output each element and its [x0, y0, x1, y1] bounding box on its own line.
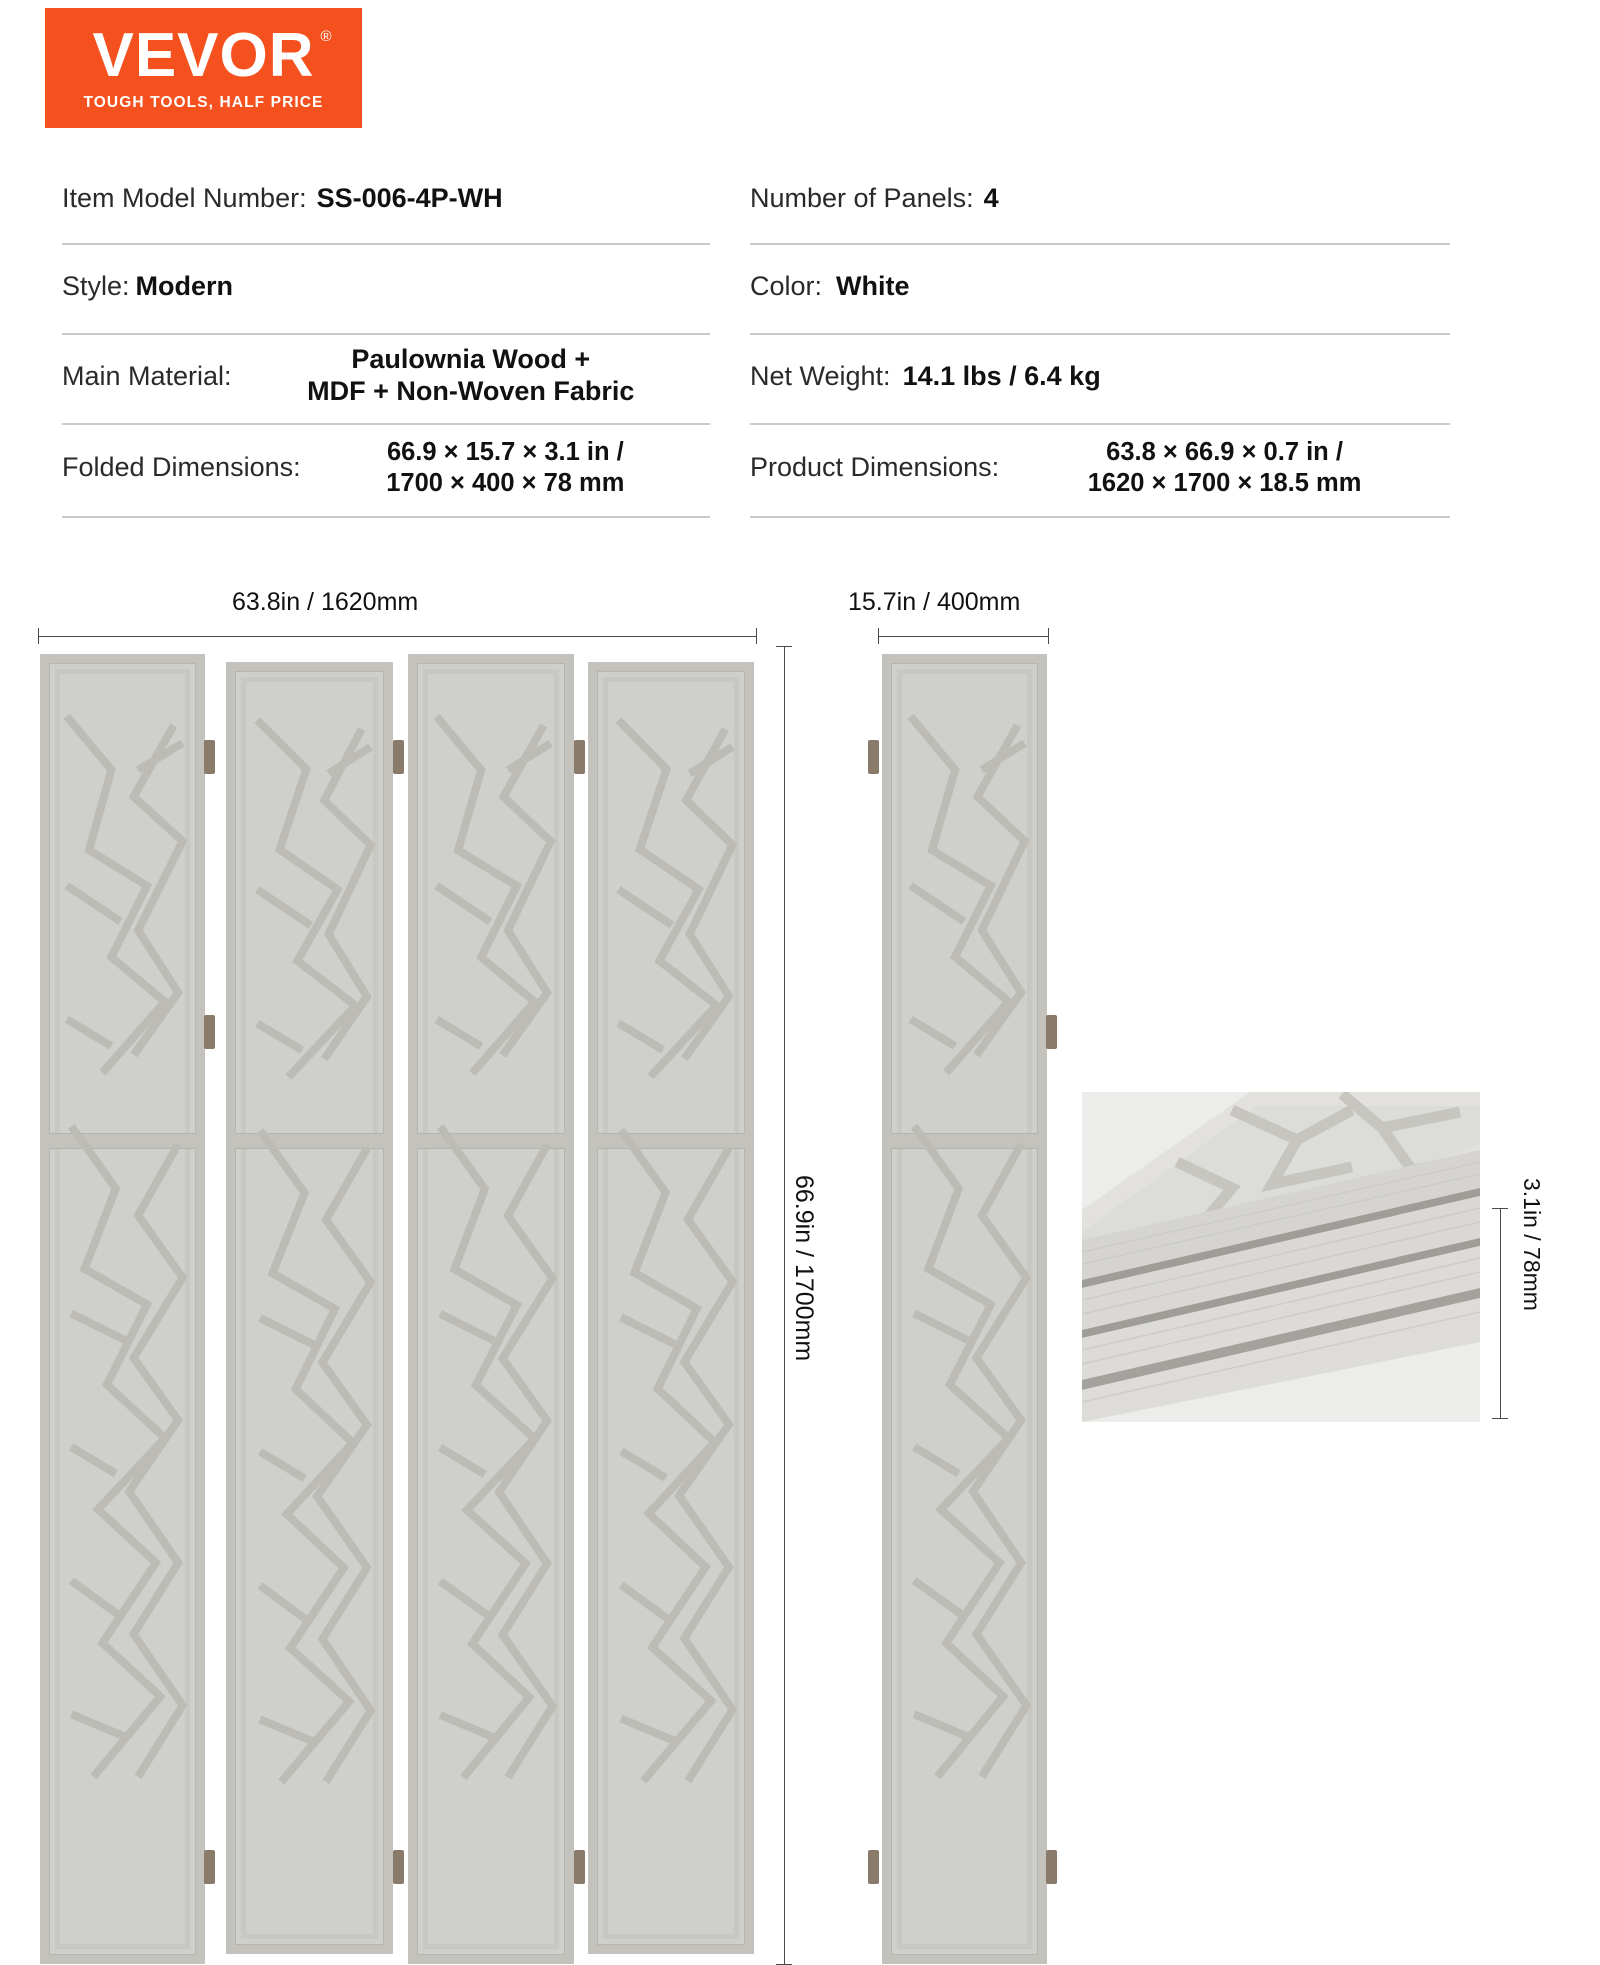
spec-value: 14.1 lbs / 6.4 kg [902, 360, 1101, 391]
spec-row-net-weight [750, 335, 1450, 425]
spec-row-product-dimensions [750, 425, 1450, 518]
spec-value-line2: 1620 × 1700 × 18.5 mm [1087, 468, 1362, 497]
thickness-tick-top [1492, 1208, 1508, 1209]
spec-label: Number of Panels: [750, 183, 974, 213]
spec-value: SS-006-4P-WH [316, 183, 503, 213]
panel-width-dimension-line [878, 636, 1048, 637]
panel-hinge [393, 1850, 404, 1884]
spec-value: White [836, 270, 910, 301]
spec-row-folded-dimensions [62, 425, 710, 518]
spec-row-item-model-number [62, 160, 710, 245]
spec-row-number-of-panels [750, 160, 1450, 245]
spec-table-left [62, 160, 710, 518]
spec-value [301, 437, 710, 497]
spec-row-style [62, 245, 710, 335]
lattice-pattern-icon [49, 663, 196, 1830]
spec-table-right [750, 160, 1450, 518]
screen-panel-2 [226, 662, 393, 1954]
height-dimension-line [784, 646, 785, 1964]
spec-label: Net Weight: [750, 360, 891, 391]
thickness-dimension-label: 3.1in / 78mm [1519, 1178, 1545, 1311]
spec-value-line1: Paulownia Wood + [351, 344, 591, 375]
lattice-pattern-icon [235, 671, 384, 1824]
panel-hinge [868, 1850, 879, 1884]
panel-width-dimension-label: 15.7in / 400mm [848, 588, 1021, 616]
folded-stack-detail-view [1082, 1092, 1480, 1422]
screen-panel-3 [408, 654, 574, 1964]
spec-value: Modern [135, 270, 234, 301]
panel-hinge [1046, 1850, 1057, 1884]
spec-row-main-material [62, 335, 710, 425]
panel-hinge [393, 740, 404, 774]
brand-tagline: TOUGH TOOLS, HALF PRICE [83, 93, 324, 111]
spec-label: Color: [750, 270, 823, 301]
registered-trademark-icon: ® [320, 27, 333, 45]
lattice-pattern-icon [891, 663, 1038, 1830]
spec-label: Style: [62, 270, 130, 301]
panel-hinge [574, 1850, 585, 1884]
spec-value-line1: 66.9 × 15.7 × 3.1 in / [386, 438, 624, 467]
side-view-panel [882, 654, 1047, 1964]
height-dimension-label: 66.9in / 1700mm [790, 1175, 818, 1362]
thickness-tick-bottom [1492, 1418, 1508, 1419]
lattice-pattern-icon [597, 671, 745, 1823]
panel-width-tick-right [1048, 628, 1049, 644]
height-dimension-tick-top [776, 646, 792, 647]
panel-hinge [204, 1850, 215, 1884]
width-dimension-line [38, 636, 756, 637]
spec-label: Item Model Number: [62, 183, 307, 213]
lattice-pattern-icon [417, 663, 565, 1831]
thickness-dimension-line [1500, 1208, 1501, 1418]
panel-hinge [204, 740, 215, 774]
folded-stack-illustration [1082, 1092, 1480, 1422]
spec-value-line1: 63.8 × 66.9 × 0.7 in / [1106, 438, 1343, 467]
screen-panel-1 [40, 654, 205, 1964]
spec-value-line2: 1700 × 400 × 78 mm [386, 468, 625, 497]
width-dimension-tick-right [756, 628, 757, 644]
screen-panel-4 [588, 662, 754, 1954]
panel-hinge [204, 1015, 215, 1049]
brand-name [92, 20, 333, 90]
panel-width-tick-left [878, 628, 879, 644]
panel-hinge [574, 740, 585, 774]
spec-row-color [750, 245, 1450, 335]
spec-value [232, 344, 710, 408]
panel-hinge [1046, 1015, 1057, 1049]
product-diagram [0, 560, 1600, 1600]
spec-label: Main Material: [62, 360, 232, 391]
spec-label: Product Dimensions: [750, 452, 1000, 482]
brand-name-text: VEVOR [92, 20, 315, 90]
width-dimension-label: 63.8in / 1620mm [232, 588, 419, 616]
spec-label: Folded Dimensions: [62, 452, 301, 482]
panel-hinge [868, 740, 879, 774]
width-dimension-tick-left [38, 628, 39, 644]
spec-value [999, 437, 1450, 497]
spec-value: 4 [983, 183, 999, 213]
spec-value-line2: MDF + Non-Woven Fabric [307, 376, 635, 406]
brand-logo [45, 8, 362, 128]
